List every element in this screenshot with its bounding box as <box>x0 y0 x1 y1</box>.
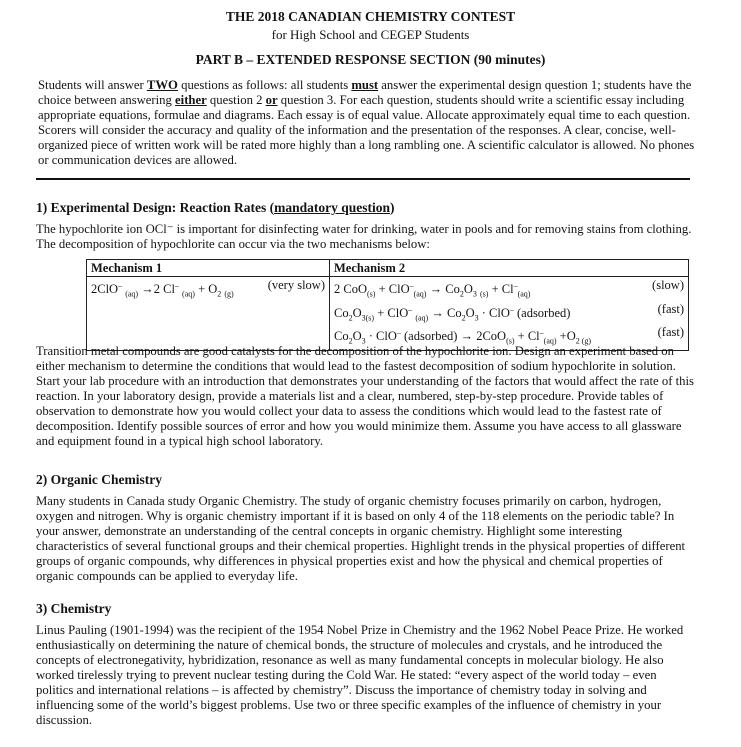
rate-label: (very slow) <box>267 278 325 292</box>
contest-title: THE 2018 CANADIAN CHEMISTRY CONTEST <box>225 9 516 24</box>
question-2-heading: 2) Organic Chemistry <box>36 472 162 487</box>
intro-text: question 2 <box>206 93 266 107</box>
part-title: PART B – EXTENDED RESPONSE SECTION (90 minutes) <box>195 52 546 67</box>
intro-text: question 3. For each question, students should write a scientific essay including appropriate equations, formulae and diagrams. Each essay is of equal value. Allocate approximately equal time to each question. Scorers will consider the accuracy and quality of the information and the presentation of the responses. A clear, concise, well-organized piece of written work will be rated more highly than a long rambling one. A scientific calculator is allowed. No phones or communication devices are allowed. <box>38 93 695 167</box>
equation: $Co_2O_3 \cdot ClO^-$ (adsorbed) → $2CoO_{(s)} + Cl^-_{(aq)} +O_{2 (g)}$ <box>334 328 592 346</box>
intro-emphasis: or <box>265 93 278 107</box>
intro-text: answer the experimental design question 1; students have the choice between answering <box>38 78 692 107</box>
heading-text: 1) Experimental Design: Reaction Rates ( <box>36 200 275 215</box>
rate-label: (fast) <box>657 301 684 316</box>
equation: 2 $CoO_{(s)} + ClO^-_{(aq)} \to Co_2O_3$ $_{(s)} + Cl^-_{(aq)}$ <box>334 281 531 299</box>
equation: 2ClO– $_{(aq)}$ →2 Cl– $_{(aq)} + O_2$ $_{(g)}$ <box>91 281 234 299</box>
instructions-paragraph <box>38 78 698 168</box>
page-header <box>0 8 741 69</box>
rate-label: (fast) <box>657 325 684 340</box>
mechanism-2-step <box>334 278 684 302</box>
question-1-body: Transition metal compounds are good catalysts for the decomposition of the hypochlorite ion. Design an experiment based on either mechanism to determine the conditions that would lead to the fastest decomposition of sodium hypochlorite in solution. Start your lab procedure with an introduction that demonstrates your understanding of the factors that would affect the rate of this reaction. In your laboratory design, provide a materials list and a clear, numbered, step-by-step procedure. Provide tables of observation to demonstrate how you would collect your data to assess the conditions which would lead to the fastest rate of decomposition. Identify possible sources of error and how you would minimize them. Assume you have access to all glassware and equipment found in a typical high school laboratory. <box>36 344 694 448</box>
intro-text: Students will answer <box>38 78 147 92</box>
contest-subtitle: for High School and CEGEP Students <box>271 27 470 42</box>
equation: $Co_2O_{3(s)} + ClO^-$ $_{(aq)} \to Co_2O_3 \cdot ClO^-$ (adsorbed) <box>334 304 571 323</box>
heading-underlined: mandatory question <box>274 200 390 215</box>
section-divider <box>36 178 690 180</box>
question-3-heading: 3) Chemistry <box>36 601 112 616</box>
intro-emphasis: must <box>351 78 379 92</box>
rate-label: (slow) <box>652 278 684 292</box>
question-1-intro: The hypochlorite ion OCl⁻ is important for disinfecting water for drinking, water in pools and for removing stains from clothing. The decomposition of hypochlorite can occur via the two mechanisms below: <box>36 222 692 251</box>
mechanism-1-header: Mechanism 1 <box>87 260 330 277</box>
intro-emphasis: either <box>175 93 207 107</box>
question-1-heading <box>36 199 394 216</box>
intro-text: questions as follows: all students <box>177 78 352 92</box>
intro-emphasis: TWO <box>146 78 178 92</box>
question-2-body: Many students in Canada study Organic Chemistry. The study of organic chemistry focuses primarily on carbon, hydrogen, oxygen and nitrogen. Why is organic chemistry important if it is based on only 4 of the 118 elements on the periodic table? In your answer, demonstrate an understanding of the central concepts in organic chemistry. Highlight some interesting characteristics of several functional groups and their chemical properties. Highlight trends in the physical properties of different groups of organic compounds, why differences in physical properties exist and how the physical and chemical properties of organic compounds can be applied to everyday life. <box>36 494 686 583</box>
mechanism-1-cell <box>87 277 330 351</box>
mechanism-1-step <box>91 278 325 302</box>
mechanism-2-header: Mechanism 2 <box>330 260 689 277</box>
mechanism-2-cell <box>330 277 689 351</box>
mechanism-table <box>86 259 689 351</box>
heading-text: ) <box>389 200 395 215</box>
mechanism-2-step <box>334 302 684 326</box>
question-3-body: Linus Pauling (1901-1994) was the recipient of the 1954 Nobel Prize in Chemistry and the 1962 Nobel Peace Prize. He worked enthusiastically on determining the nature of chemical bonds, the structure of molecules and crystals, and he introduced the concepts of electronegativity, hybridization, resonance as well as many fundamental concepts in molecular biology. He also worked tirelessly trying to prevent nuclear testing during the Cold War. He stated: “every aspect of the world today – even politics and international relations – is affected by chemistry”. Discuss the importance of chemistry today in solving and influencing some of the world’s biggest problems. Use two or three specific examples of the influence of chemistry in your discussion. <box>36 623 684 727</box>
